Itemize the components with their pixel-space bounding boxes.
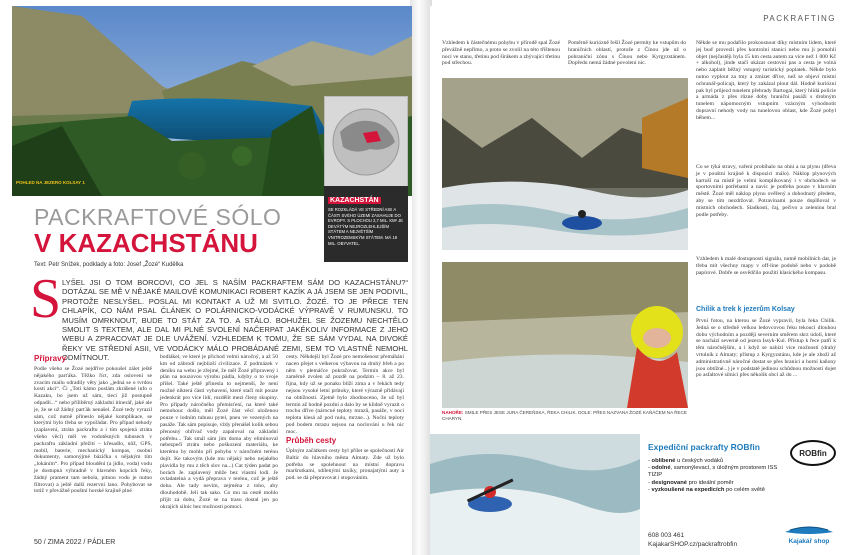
globe-map-icon bbox=[325, 97, 407, 187]
right-col-text-3: Vzhledem k malé dostupnosti signálu, nutně mobilních dat, je třeba mít všechny mapy v off-line podobě nebo v podobě papírové. Dobře se osvědčilo použití klasického kompasu. bbox=[696, 256, 836, 276]
ad-list bbox=[648, 458, 783, 494]
map-title: KAZACHSTÁN bbox=[330, 197, 379, 204]
heading-pripravy: Přípravy bbox=[34, 354, 67, 363]
map-text: SE ROZKLÁDÁ VE STŘEDNÍ ASII A ČÁSTI SVÉHO ÚZEMÍ ZASAHUJE DO EVROPY. S PLOCHOU 2,7 MIL. KM² JE DEVÁTÝM NEJROZLEHLEJŠÍM STÁTEM A NEJVĚTŠÍM VNITROZEMSKÝM STÁTEM. MÁ 19 MIL. OBYVATEL. bbox=[328, 207, 404, 246]
page-gutter bbox=[410, 0, 432, 555]
photo-tag: POHLED NA JEZERO KOLSAY 1 bbox=[16, 180, 85, 185]
ad-item: - oblíbené u českých vodáků bbox=[648, 458, 724, 464]
river-photo-2 bbox=[442, 262, 688, 408]
robfin-logo: ROBfin bbox=[790, 440, 836, 466]
kayak-photo bbox=[430, 434, 640, 555]
map-info bbox=[324, 186, 408, 262]
ad-title: Expediční packrafty ROBfin bbox=[648, 442, 760, 452]
ad-phone: 608 003 461 bbox=[648, 532, 685, 539]
top-text-1: Vzhledem k částečnému pohybu v přírodě spal Žozé převážně nepřímo, a proto se zvolil na této tříštenou nocí ve stanu, třetinu pod širákem a zbývající třetinu pod střechou. bbox=[442, 40, 560, 67]
shop-name: Kajakář shop bbox=[788, 538, 830, 545]
right-col-text-4: První fotou, na kterou se Žozé vypravil, byla řeka Chilik. Jedná se o středně velkou ledovcovou řeku tekoucí dlouhou dobu východním a později severním směrem skrz údolí, které se nachází severně od jezera Issyk-Kul. Přístup k řece patří k těm náročnějším, a i když se nabízí více možností (drahý vrtulník z Almaty; přístup z Kyrgyzstánu, kde je ale zboží až administrativně náročné dostat se přes hranici a horní kaňony jsou obtížné...) je v podstatě jedinou schůdnou možností dojet po asfaltové silnici přes několik obcí až do ... bbox=[696, 318, 836, 379]
column-3-b: Úplným začátkem cesty byl přílet se společností Air Baltic do hlavního města Almaty. Zde už bylo potřeba se spolehnout na místní dopravu maršrutkami, sdílenými taxíky, pronajatými auty a pod. se dá přepravovat i stopováním. bbox=[286, 448, 404, 482]
right-col-text-1: Někde se mu podařilo prokousnout díky místním lidem, které jej buď provezli přes kontrolní stanici nebo mu ji pomohli objet (nejčastěji byla 15 km cesta autem za více než 1 000 Kč + alkohol), jinde stačí ukázat cestovní pas a cesta je volná nebo zaplatit běžný vstupný turistický poplatek. Někde bylo nutno vyplout za tmy a zmizet dříve, než se objeví místní ochranář-policajt, který by zakázal plout dál. Hodně kuriózní pak byl průjezd tunelem přehrady Bartogai, který hlídá policie a armáda z přes různé doby hraniční pasáží s drobným tunelem nápomocným vstupním vzácným vyhodnotit dopravní nehody vody na tunelovou oblast, kde Žozé pobyl během... bbox=[696, 40, 836, 121]
map-box bbox=[324, 96, 408, 188]
ad-item: - vyzkoušené na expedicích po celém světě bbox=[648, 486, 765, 493]
kayak-icon bbox=[780, 520, 838, 538]
ad-item: - odolné, samonýlevací, s úložným prostorem ISS TIZIP bbox=[648, 465, 778, 479]
left-page bbox=[12, 6, 412, 555]
photo-caption bbox=[442, 410, 688, 430]
column-2: bodlákel, ve které je přichod velmi náročný, a až 50 km od zábrodí nejblizší civilizace. Z podmázek v deníku na webu je zřejmé, že měl Žozé připravený i plán na nouzovou výrobu pádla, kdyby o to svoje přišel. Také ještě přinesla to nejmenší, že není možné nikterá částí vybavení, které stačí mít pouze jedenkrát pro více lidí, rozdělit mezi členy skupiny. Pro případy náročného přemísťení, na které také nemohouc došlo, měl Žozé část věcí uloženou pouze v lodním tubusu pytel, pneu ve vezených na pasáže. Tak sám popisuje, vždy přenášel kolik sebou přenosný ohřívač vody zapaloval na základní potřebu... Tak smál sám jim doma aby eliminoval nebezpečí ztrátu nebo poškození materiálu, ke kterému by mohlo při pohybu v náročném terénu dojít. Ke takovým (kde mu nějaký nebo nejakého plavidla by mu z těch slov na...) Cat týden padat po horách Je. zaplavený může bez vlastní lodi. Je ovladatelná a vydá přeprava v terénu, což je ještě doba. Ale tady nevím, zejména z toho, aby dlouhodobě. Jeli tak sako. Co mu na cestě mohlo přijít za dobu, Žozé se na trasu dostal jen po okrajích silnic bez možnosti pomoci. bbox=[160, 354, 278, 510]
right-col-text-2: Co se týká stravy, vaření probíhalo na ohni a na plynu (dřeva je v pouštní krajině k dispozici málo). Náklop plynových kartuší na místě je velmi komplikovaný i v obchodech se sportovními potřebami a navíc je potřeba pouze v hlavním městě. Žozé měl náklop plynu ověřený a dohodnutý předem, aby se tím nezdržoval. Potravinami pouze doplňoval v místních obchodech. Sladkosti, čaj, pečivo a zeleninu bral podle potřeby. bbox=[696, 164, 836, 218]
ad-item: - designované pro ideální poměr bbox=[648, 479, 734, 486]
right-page bbox=[430, 6, 842, 555]
section-label: PACKRAFTING bbox=[763, 14, 836, 23]
river-photo-1 bbox=[442, 78, 688, 250]
right-subheading: Chilik a trek k jezerům Kolsay bbox=[696, 306, 795, 313]
heading-prubeh: Průběh cesty bbox=[286, 436, 337, 445]
caption-label: NAHOŘE: bbox=[442, 410, 464, 415]
caption-text: SMILE PŘES JESE JURA ČEREŇSKA, ŘEKA CHILIK. DOLE: PŘES NAZVANA ŽOZÉ KAŇÁČEM NA ŘECE CHARYN. bbox=[442, 410, 687, 421]
column-1: Podle všeho se Žozé nejdříve pokoušel zálet ještě nějakého parťáka. Těžko říct, zda oslovení se zvacím mailu odradily věty jako „jedná se o tvrdou kostí akci“. Či „Toti kámo poslám zkrášené info o Kazaku, bo jsem už sám, tiecí již postupně odpadli...“ nebo příliběrný základní itinerář, jaké ale je, že se už žádný parťák nenašel. Žozé tedy vyrazil sám, což nutně přineslo nějaké komplikace, se kterými bylo třeba se vypořádat. Pro případ nehody (zaplavení, ztráta packraftu a i tím spojená ztráta všeho věcí) měl ve vodotěsných tubusech v packraftu základní přežití – křesadlo, nůž, GPS, mobil, baterie, mechanický kompas, osobní dokumenty, samonýjmé bázička s nějakým tím „lokáním“. Pro případ bloudění (a jídlo, voda) vodu je dostupná výhradně v blavném kopcích řeky, žádný prament tam nebola, pitnou vodu je nutno filtrovat) a ještě další rezervní lano. Pohybovat se totiž v převážně pouštní horské krajině plné bbox=[34, 366, 152, 495]
kajakar-shop-logo bbox=[780, 520, 838, 550]
byline: Text: Petr Snížek, podklady a foto: Josef „Žozé“ Kudělka bbox=[34, 262, 184, 268]
lead-paragraph: LYŠEL JSI O TOM BORCOVI, CO JEL S NAŠÍM PACKRAFTEM SÁM DO KAZACHSTÁNU?“ DOTÁZAL SE MĚ V NĚJAKÉ MAILOVÉ KOMUNIKACI ROBERT KAZÍK A JÁ JSEM SE JEN PODIVIL, PROTOŽE NESLYŠEL. POSLAL MI KONTAKT A UŽ MI SVITLO. ŽOZÉ. TO JE PŘECE TEN CHLAPÍK, CO NÁM PSAL ČLÁNEK O POLÁRNICKO-VODÁCKÉ VÝPRAVĚ V RUMUNSKU. TO MUSÍM OMRKNOUT, BUDE TO STÁT ZA TO. A STÁLO. BOHUŽEL SE ŽOZEMU NECHTĚLO SMOLIT S TEXTEM, ALE DAL MI PLNÉ SVOLENÍ NAČERPAT JAKÉKOLIV INFORMACE Z JEHO WEBU A ZPRACOVAT JE DLE UVÁŽENÍ. VZHLEDEM K TOMU, ŽE SE SÁM VYDAL NA DIVOKÉ ŘEKY VE STŘEDNÍ ASII, VE VODÁCKY MÁLO PROBÁDANÉ ZEMI, SEM TO VLASTNĚ NEMOHL ODMÍTNOUT. bbox=[62, 278, 408, 363]
drop-cap: S bbox=[30, 268, 62, 330]
title-line-2: V KAZACHSTÁNU bbox=[34, 228, 258, 258]
column-3: cesty. Někdejší byl Žozé pro nemošenost přemáhání nacen přejet s velkerou výbavou na druhý břeh a po něm v plemáčce pokračovat. Termín akce byl zaměrně zvolen až pozdě na podzim – 8. až 23. října, kdy už se ponaku blíží zima a v řekách tedy nejsou vysoké letní průtoky, které výrazně přidávají na obtížnosti. Zjetně bylo zhodnoceno, že už byl termín až hodně pozdní a dalo by se klidně vyrazit o trochu dříve (nárocné teploty mrazů, pasáže, v noci teplota klesá až pod nulu, mrzne...). Noční teploty pod bodem mrazu nejsou na noclování u řek nic moc. bbox=[286, 354, 404, 435]
ad-url[interactable]: KajakarSHOP.cz/packraftrobfin bbox=[648, 541, 738, 548]
title-line-1: PACKRAFTOVÉ SÓLO bbox=[34, 204, 282, 230]
advertisement bbox=[640, 434, 842, 555]
top-text-2: Poměrně kuriózně řešil Žozé permity ke vstupům do hraničních oblastí, protože z Čínou jde už o pohraniční zónu s Čínou nebo Kyrgyzstánem. Dopředu nemá žádné povolení nic. bbox=[568, 40, 686, 67]
folio: 50 / ZIMA 2022 / PÁDLER bbox=[34, 539, 116, 546]
